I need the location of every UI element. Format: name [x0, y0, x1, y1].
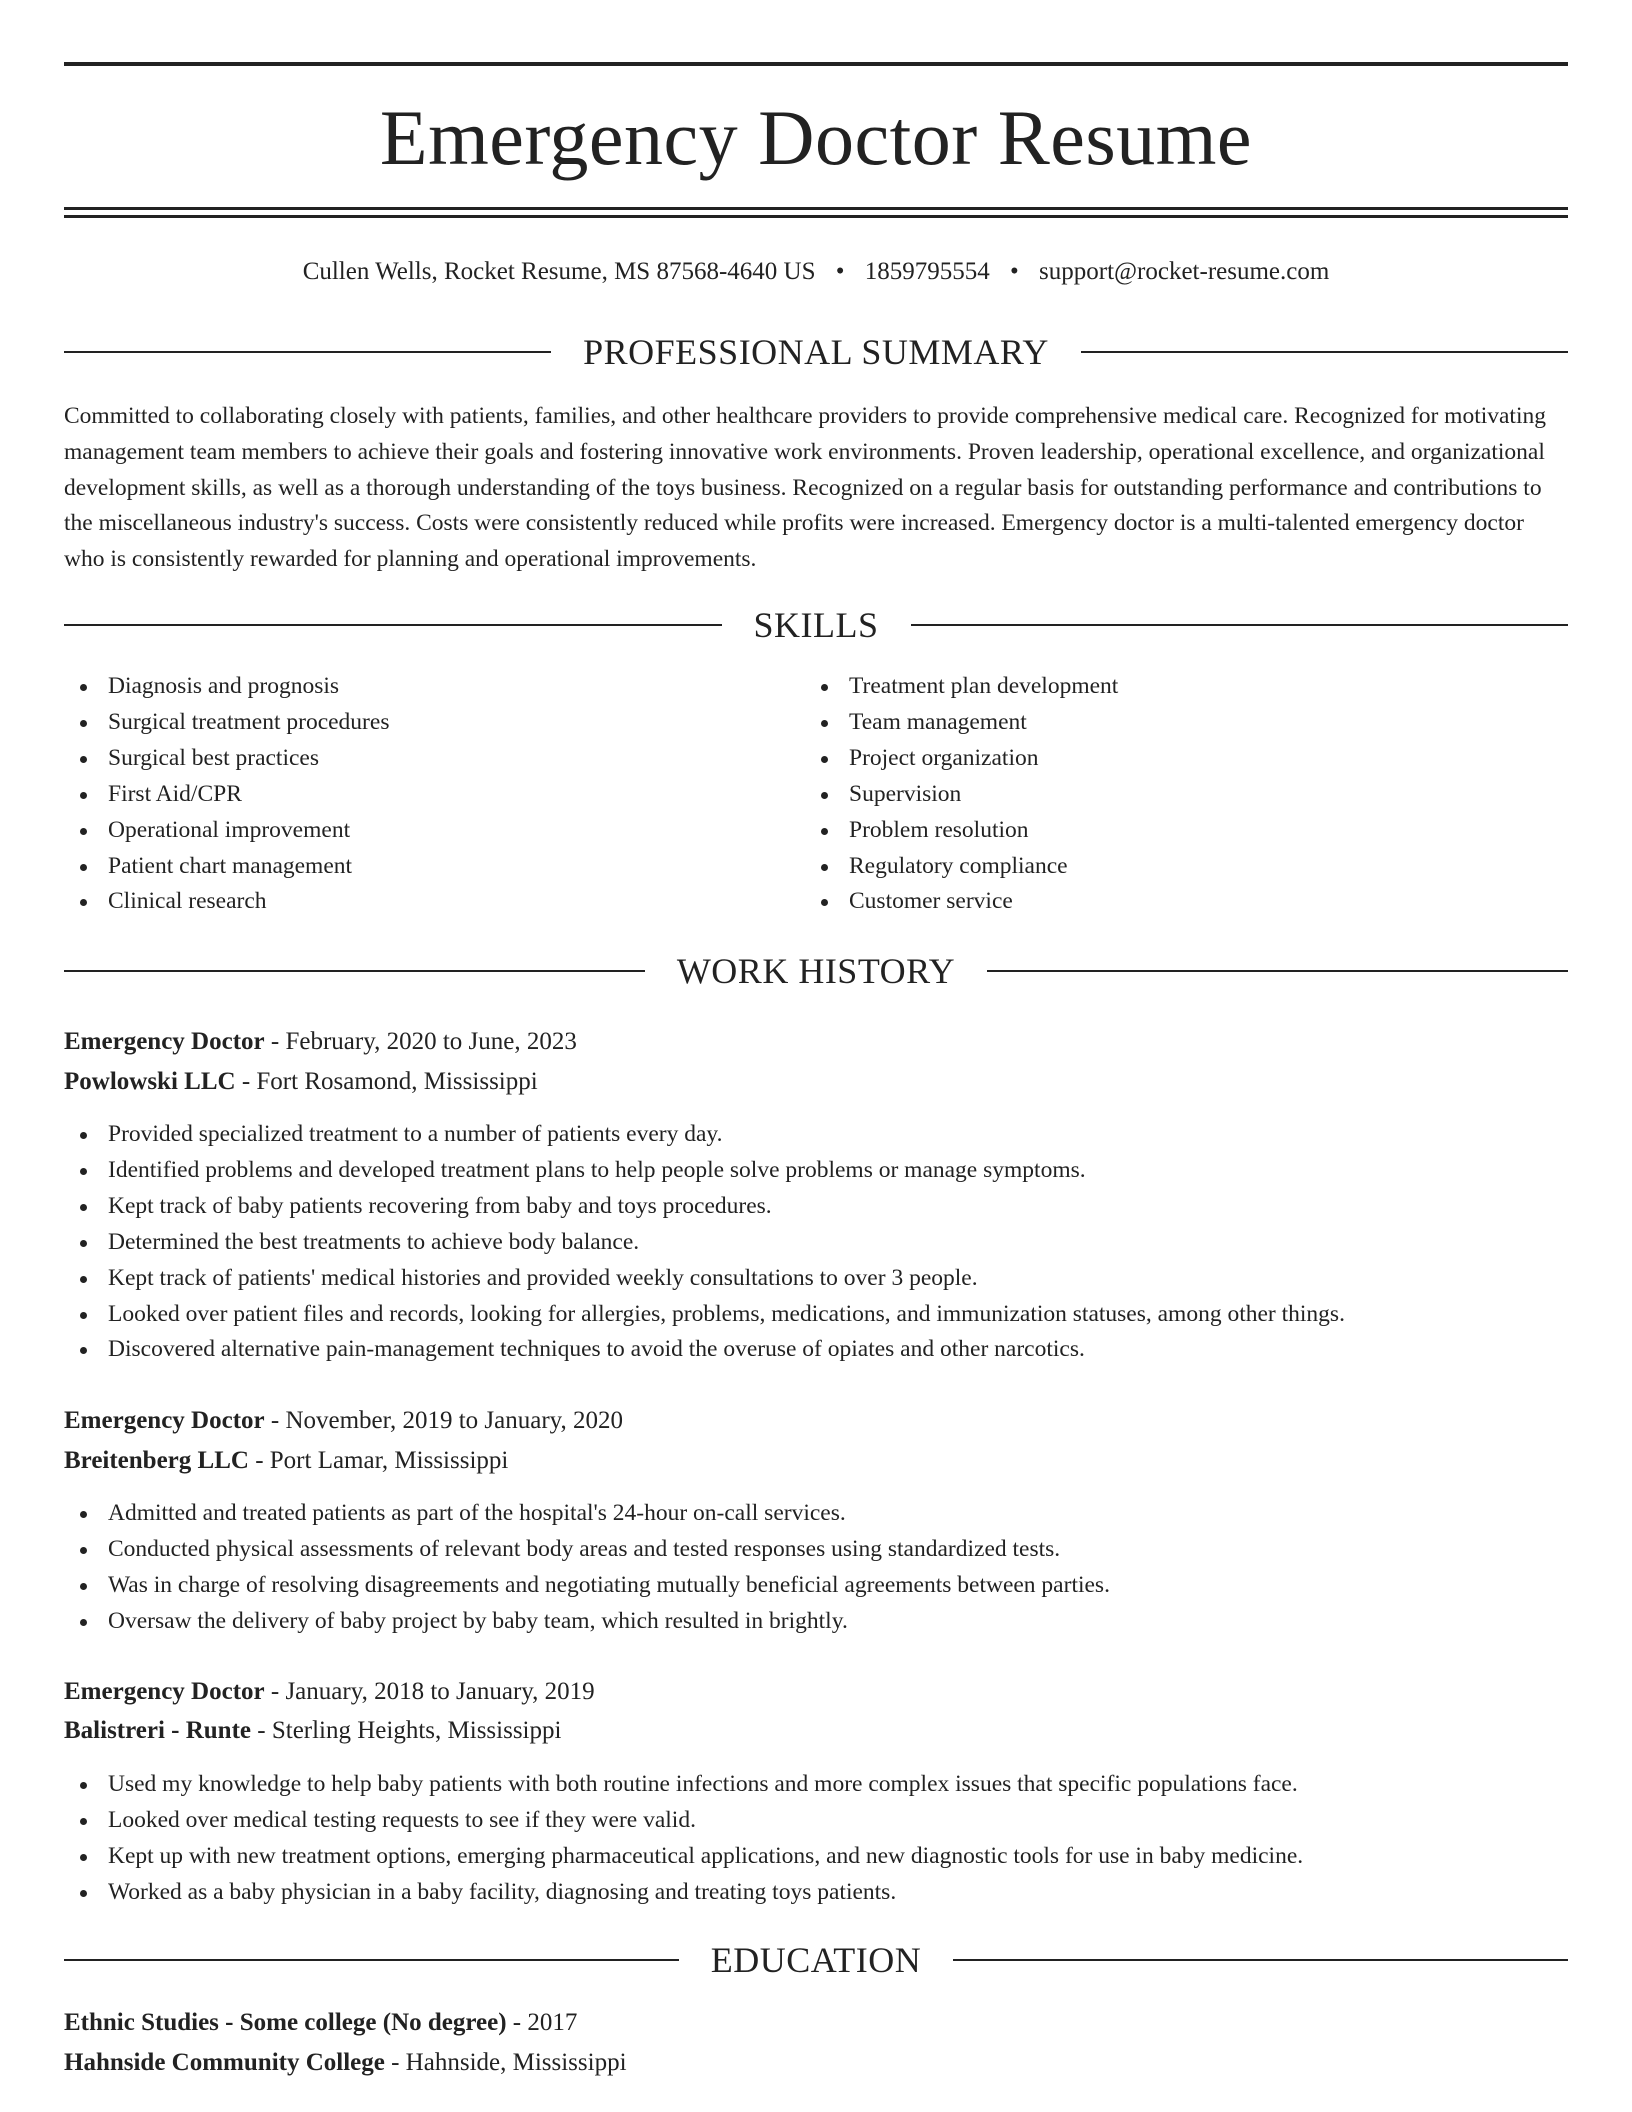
job-company-line	[64, 1064, 1568, 1100]
job-dates: - February, 2020 to June, 2023	[270, 1028, 577, 1055]
duty-item: Kept track of baby patients recovering from baby and toys procedures.	[64, 1189, 1345, 1225]
education-location: - Hahnside, Mississippi	[391, 2049, 627, 2076]
education-degree: Ethnic Studies - Some college (No degree)	[64, 2009, 507, 2036]
section-rule	[64, 351, 551, 353]
work-section-header	[64, 949, 1568, 993]
education-school: Hahnside Community College	[64, 2049, 385, 2076]
job-company: Balistreri - Runte	[64, 1717, 252, 1744]
skill-item: Problem resolution	[805, 813, 1118, 849]
skill-item: Patient chart management	[64, 849, 389, 885]
job-title: Emergency Doctor	[64, 1028, 265, 1055]
skill-item: Diagnosis and prognosis	[64, 669, 389, 705]
skill-item: Project organization	[805, 741, 1118, 777]
skills-section-header	[64, 603, 1568, 647]
duty-item: Used my knowledge to help baby patients with both routine infections and more complex issues that specific populations face.	[64, 1767, 1303, 1803]
skill-item: Surgical treatment procedures	[64, 705, 389, 741]
duty-item: Provided specialized treatment to a number of patients every day.	[64, 1117, 1345, 1153]
duty-item: Determined the best treatments to achieve body balance.	[64, 1225, 1345, 1261]
contact-email[interactable]: support@rocket-resume.com	[1039, 258, 1330, 285]
skill-item: Supervision	[805, 777, 1118, 813]
job-location: - Sterling Heights, Mississippi	[257, 1717, 562, 1744]
education-section-header	[64, 1938, 1568, 1982]
duty-item: Oversaw the delivery of baby project by baby team, which resulted in brightly.	[64, 1604, 1110, 1640]
job-dates: - January, 2018 to January, 2019	[270, 1678, 595, 1705]
page-title: Emergency Doctor Resume	[379, 94, 1253, 181]
skills-list-left	[64, 669, 389, 920]
job-dates: - November, 2019 to January, 2020	[270, 1407, 624, 1434]
job-title-line	[64, 1674, 1568, 1710]
summary-section-header	[64, 330, 1568, 374]
skill-item: First Aid/CPR	[64, 777, 389, 813]
job-title: Emergency Doctor	[64, 1407, 265, 1434]
education-degree-line	[64, 2005, 1568, 2041]
section-rule	[953, 1959, 1568, 1961]
education-school-line	[64, 2045, 1568, 2081]
duty-item: Worked as a baby physician in a baby facility, diagnosing and treating toys patients.	[64, 1875, 1303, 1911]
job-company-line	[64, 1443, 1568, 1479]
job-duties-list	[64, 1496, 1110, 1640]
education-year: - 2017	[512, 2009, 578, 2036]
duty-item: Was in charge of resolving disagreements and negotiating mutually beneficial agreements between parties.	[64, 1568, 1110, 1604]
top-rule	[64, 62, 1568, 66]
section-heading: EDUCATION	[710, 1940, 922, 1980]
skill-item: Surgical best practices	[64, 741, 389, 777]
skill-item: Clinical research	[64, 884, 389, 920]
duty-item: Conducted physical assessments of relevant body areas and tested responses using standardized tests.	[64, 1532, 1110, 1568]
section-heading: SKILLS	[753, 605, 879, 645]
contact-separator: •	[835, 258, 845, 285]
duty-item: Kept track of patients' medical histories and provided weekly consultations to over 3 people.	[64, 1261, 1345, 1297]
skill-item: Customer service	[805, 884, 1118, 920]
contact-separator: •	[1010, 258, 1019, 285]
section-heading: WORK HISTORY	[676, 951, 956, 991]
duty-item: Discovered alternative pain-management techniques to avoid the overuse of opiates and other narcotics.	[64, 1332, 1345, 1368]
skill-item: Regulatory compliance	[805, 849, 1118, 885]
title-rule-lower	[64, 215, 1568, 218]
job-duties-list	[64, 1767, 1303, 1911]
job-location: - Fort Rosamond, Mississippi	[241, 1068, 538, 1095]
duty-item: Looked over medical testing requests to see if they were valid.	[64, 1803, 1303, 1839]
job-location: - Port Lamar, Mississippi	[255, 1447, 509, 1474]
skill-item: Team management	[805, 705, 1118, 741]
section-rule	[1081, 351, 1568, 353]
job-title-line	[64, 1024, 1568, 1060]
skill-item: Operational improvement	[64, 813, 389, 849]
job-title-line	[64, 1403, 1568, 1439]
contact-address: Cullen Wells, Rocket Resume, MS 87568-4640 US	[302, 258, 816, 285]
contact-line	[0, 254, 1632, 290]
contact-phone: 1859795554	[864, 258, 990, 285]
section-rule	[911, 624, 1569, 626]
job-company: Breitenberg LLC	[64, 1447, 249, 1474]
section-rule	[64, 970, 645, 972]
job-company-line	[64, 1713, 1568, 1749]
section-heading: PROFESSIONAL SUMMARY	[583, 332, 1049, 372]
duty-item: Admitted and treated patients as part of the hospital's 24-hour on-call services.	[64, 1496, 1110, 1532]
job-title: Emergency Doctor	[64, 1678, 265, 1705]
summary-text: Committed to collaborating closely with patients, families, and other healthcare providers to provide comprehensive medical care. Recognized for motivating management team members to achieve their goals and fostering innovative work environments. Proven leadership, operational excellence, and organizational development skills, as well as a thorough understanding of the toys business. Recognized on a regular basis for outstanding performance and contributions to the miscellaneous industry's success. Costs were consistently reduced while profits were increased. Emergency doctor is a multi-talented emergency doctor who is consistently rewarded for planning and operational improvements.	[64, 403, 1546, 573]
duty-item: Identified problems and developed treatment plans to help people solve problems or manage symptoms.	[64, 1153, 1345, 1189]
section-rule	[987, 970, 1568, 972]
duty-item: Looked over patient files and records, looking for allergies, problems, medications, and immunization statuses, among other things.	[64, 1297, 1345, 1333]
skills-list-right	[805, 669, 1118, 920]
skill-item: Treatment plan development	[805, 669, 1118, 705]
job-duties-list	[64, 1117, 1345, 1368]
title-rule-upper	[64, 207, 1568, 210]
job-company: Powlowski LLC	[64, 1068, 236, 1095]
duty-item: Kept up with new treatment options, emerging pharmaceutical applications, and new diagnostic tools for use in baby medicine.	[64, 1839, 1303, 1875]
section-rule	[64, 624, 722, 626]
section-rule	[64, 1959, 679, 1961]
